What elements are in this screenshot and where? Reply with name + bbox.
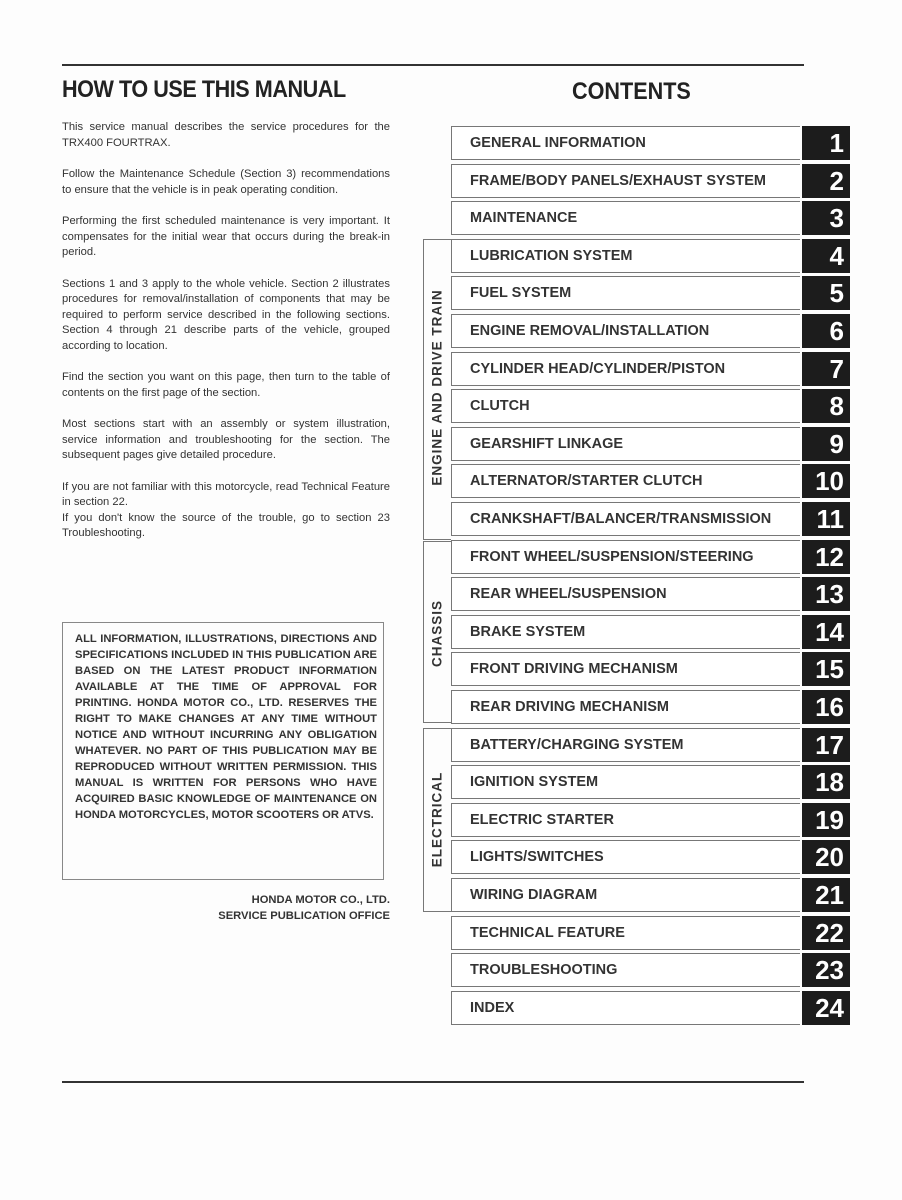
section-number-tab: 15 <box>802 652 850 686</box>
section-title: BRAKE SYSTEM <box>470 623 586 640</box>
section-title: CRANKSHAFT/BALANCER/TRANSMISSION <box>470 511 772 527</box>
section-number-tab: 10 <box>802 464 850 498</box>
group-label-chassis: CHASSIS <box>429 600 445 668</box>
contents-item-24[interactable] <box>451 991 850 1025</box>
contents-item-11[interactable] <box>451 502 850 536</box>
contents-item-15[interactable] <box>451 652 850 686</box>
bottom-rule <box>62 1081 804 1083</box>
intro-paragraph: This service manual describes the service procedures for the TRX400 FOURTRAX. <box>62 121 390 149</box>
section-title: MAINTENANCE <box>470 210 578 227</box>
section-number-tab: 22 <box>802 916 850 950</box>
section-title: FUEL SYSTEM <box>470 285 572 302</box>
section-title: LUBRICATION SYSTEM <box>470 247 633 264</box>
section-number-tab: 19 <box>802 803 850 837</box>
contents-item-9[interactable] <box>451 427 850 461</box>
section-number-tab: 8 <box>802 389 850 423</box>
section-number-tab: 18 <box>802 765 850 799</box>
contents-item-6[interactable] <box>451 314 850 348</box>
group-label-electrical: ELECTRICAL <box>429 771 445 868</box>
section-title: BATTERY/CHARGING SYSTEM <box>470 736 684 753</box>
section-number-tab: 23 <box>802 953 850 987</box>
section-number-tab: 6 <box>802 314 850 348</box>
section-number-tab: 14 <box>802 615 850 649</box>
contents-item-5[interactable] <box>451 276 850 310</box>
how-to-use-title: HOW TO USE THIS MANUAL <box>62 76 346 103</box>
section-title: FRONT WHEEL/SUSPENSION/STEERING <box>470 548 754 565</box>
intro-paragraph: Follow the Maintenance Schedule (Section 3) recommendations to ensure that the vehicle is in peak operating condition. <box>62 168 390 196</box>
contents-item-19[interactable] <box>451 803 850 837</box>
contents-item-2[interactable] <box>451 164 850 198</box>
section-number-tab: 3 <box>802 201 850 235</box>
section-title: CYLINDER HEAD/CYLINDER/PISTON <box>470 360 726 377</box>
intro-paragraph: Performing the first scheduled maintenance is very important. It compensates for the initial wear that occurs during the break-in period. <box>62 215 390 258</box>
contents-item-21[interactable] <box>451 878 850 912</box>
section-title: INDEX <box>470 999 515 1016</box>
section-title: WIRING DIAGRAM <box>470 887 598 903</box>
contents-item-1[interactable] <box>451 126 850 160</box>
copyright-notice: ALL INFORMATION, ILLUSTRATIONS, DIRECTIONS AND SPECIFICATIONS INCLUDED IN THIS PUBLICATION ARE BASED ON THE LATEST PRODUCT INFORMATION AVAILABLE AT THE TIME OF APPROVAL FOR PRINTING. HONDA MOTOR CO., LTD. RESERVES THE RIGHT TO MAKE CHANGES AT ANY TIME WITHOUT NOTICE AND WITHOUT INCURRING ANY OBLIGATION WHATEVER. NO PART OF THIS PUBLICATION MAY BE REPRODUCED WITHOUT WRITTEN PERMISSION. THIS MANUAL IS WRITTEN FOR PERSONS WHO HAVE ACQUIRED BASIC KNOWLEDGE OF MAINTENANCE ON HONDA MOTORCYCLES, MOTOR SCOOTERS OR ATVS. <box>62 622 384 880</box>
section-title: ENGINE REMOVAL/INSTALLATION <box>470 323 710 339</box>
section-number-tab: 12 <box>802 540 850 574</box>
section-number-tab: 17 <box>802 728 850 762</box>
intro-paragraph: If you don't know the source of the trouble, go to section 23 Troubleshooting. <box>62 511 390 539</box>
section-number-tab: 7 <box>802 352 850 386</box>
contents-item-10[interactable] <box>451 464 850 498</box>
contents-item-4[interactable] <box>451 239 850 273</box>
top-rule <box>62 64 804 66</box>
section-title: CLUTCH <box>470 398 530 415</box>
section-number-tab: 4 <box>802 239 850 273</box>
section-number-tab: 1 <box>802 126 850 160</box>
intro-paragraph: Find the section you want on this page, then turn to the table of contents on the first page of the section. <box>62 371 390 399</box>
contents-item-18[interactable] <box>451 765 850 799</box>
contents-item-17[interactable] <box>451 728 850 762</box>
section-number-tab: 13 <box>802 577 850 611</box>
contents-item-13[interactable] <box>451 577 850 611</box>
section-title: ALTERNATOR/STARTER CLUTCH <box>470 473 703 490</box>
section-title: GEARSHIFT LINKAGE <box>470 435 624 452</box>
section-title: FRONT DRIVING MECHANISM <box>470 661 678 678</box>
contents-item-7[interactable] <box>451 352 850 386</box>
contents-item-3[interactable] <box>451 201 850 235</box>
signature-line: SERVICE PUBLICATION OFFICE <box>218 910 390 922</box>
signature-line: HONDA MOTOR CO., LTD. <box>251 894 390 906</box>
section-number-tab: 5 <box>802 276 850 310</box>
section-title: REAR DRIVING MECHANISM <box>470 699 669 715</box>
section-title: TROUBLESHOOTING <box>470 962 618 979</box>
section-number-tab: 20 <box>802 840 850 874</box>
section-title: GENERAL INFORMATION <box>470 135 646 151</box>
section-number-tab: 9 <box>802 427 850 461</box>
group-label-engine: ENGINE AND DRIVE TRAIN <box>429 289 445 486</box>
contents-item-22[interactable] <box>451 916 850 950</box>
contents-item-8[interactable] <box>451 389 850 423</box>
section-title: IGNITION SYSTEM <box>470 774 599 791</box>
contents-item-14[interactable] <box>451 615 850 649</box>
contents-item-16[interactable] <box>451 690 850 724</box>
section-title: FRAME/BODY PANELS/EXHAUST SYSTEM <box>470 172 766 189</box>
section-title: LIGHTS/SWITCHES <box>470 849 604 866</box>
section-title: ELECTRIC STARTER <box>470 811 614 828</box>
contents-title: CONTENTS <box>572 78 691 105</box>
intro-text <box>62 120 390 558</box>
section-number-tab: 16 <box>802 690 850 724</box>
section-number-tab: 24 <box>802 991 850 1025</box>
intro-paragraph: If you are not familiar with this motorcycle, read Technical Feature in section 22. <box>62 480 390 508</box>
section-number-tab: 2 <box>802 164 850 198</box>
intro-paragraph: Sections 1 and 3 apply to the whole vehicle. Section 2 illustrates procedures for removal/installation of components that may be required to perform service described in the following sections. Section 4 through 21 describe parts of the vehicle, grouped according to location. <box>62 277 390 352</box>
section-number-tab: 21 <box>802 878 850 912</box>
section-title: TECHNICAL FEATURE <box>470 924 625 941</box>
contents-item-23[interactable] <box>451 953 850 987</box>
section-number-tab: 11 <box>802 502 850 536</box>
section-title: REAR WHEEL/SUSPENSION <box>470 586 667 603</box>
contents-item-12[interactable] <box>451 540 850 574</box>
intro-paragraph: Most sections start with an assembly or system illustration, service information and troubleshooting for the section. The subsequent pages give detailed procedure. <box>62 418 390 461</box>
publisher-signature <box>62 892 390 924</box>
contents-item-20[interactable] <box>451 840 850 874</box>
